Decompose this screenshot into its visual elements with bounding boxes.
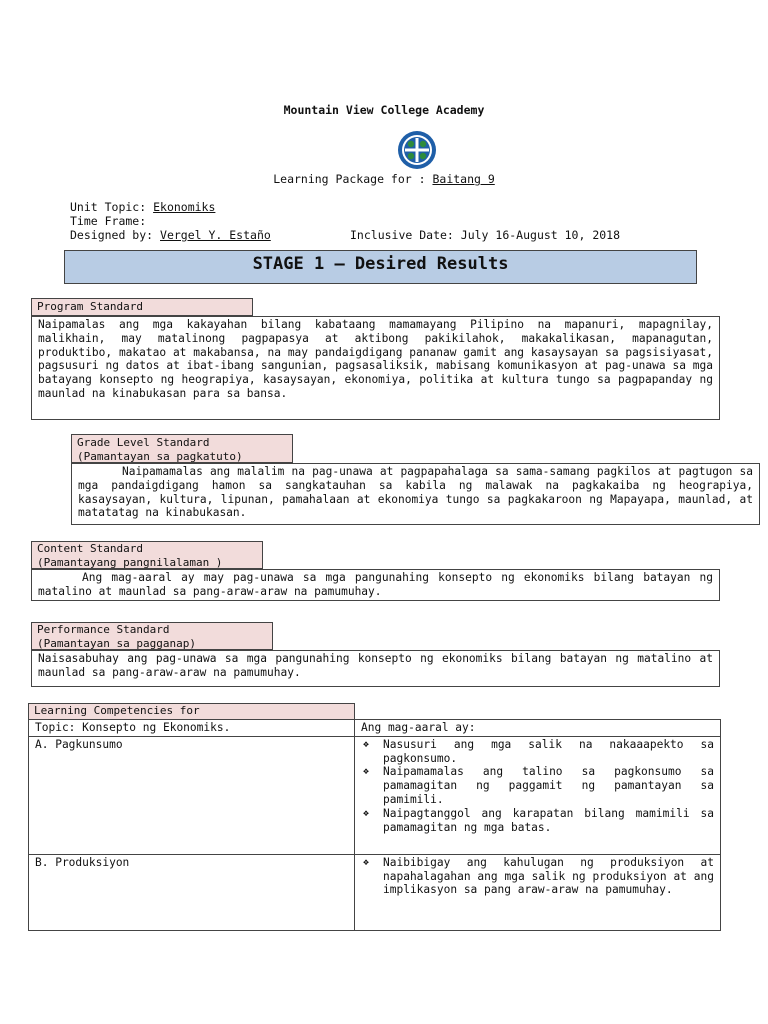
content-standard-label [31, 541, 263, 569]
diamond-bullet-icon: ❖ [363, 738, 370, 750]
program-standard-text: Naipamalas ang mga kakayahan bilang kabataang mamamayang Pilipino na mapanuri, mapagnilay, malikhain, may matalinong pagpapasya at aktibong pakikilahok, makakalikasan, mapanagutan, produktibo, makatao at makabansa, na may pandaigdigang pananaw gamit ang kasaysayan sa pagsisiyasat, pagsusuri ng datos at ibat-ibang sangunian, pagsasaliksik, mabisang komunikasyon at pag-unawa sa mga batayang konsepto ng heograpiya, kasaysayan, ekonomiya, politika at kultura tungo sa pagpapanday ng maunlad na kinabukasan para sa bansa. [31, 316, 720, 420]
unit-topic-line [70, 200, 215, 214]
list-item: ❖ Naibibigay ang kahulugan ng produksiyon at napahalagahan ang mga salik ng produksiyon at ang implikasyon sa pang araw-araw na pamumuhay. [363, 855, 714, 897]
competency-name: A. Pagkunsumo [29, 736, 355, 854]
performance-standard-title: Performance Standard [37, 623, 170, 636]
grade-standard-title: Grade Level Standard [77, 436, 210, 449]
performance-standard-text: Naisasabuhay ang pag-unawa sa mga pangunahing konsepto ng ekonomiks bilang batayan ng matalino at maunlad sa pang-araw-araw na pamumuhay. [31, 650, 720, 687]
unit-topic-value: Ekonomiks [153, 200, 216, 214]
list-item: ❖ Nasusuri ang mga salik na nakaaapekto sa pagkonsumo. [363, 737, 714, 765]
school-seal-logo [396, 130, 438, 170]
competencies-table [28, 719, 721, 931]
table-row [29, 854, 721, 930]
learning-package-line [0, 172, 768, 186]
package-label: Learning Package for : [273, 172, 433, 186]
inclusive-date-value: July 16-August 10, 2018 [460, 228, 621, 242]
competencies-header-row [29, 720, 721, 737]
designed-by-label: Designed by: [70, 228, 161, 242]
program-standard-label: Program Standard [31, 298, 253, 316]
content-standard-subtitle: (Pamantayang pangnilalaman ) [37, 555, 223, 569]
inclusive-date-label: Inclusive Date: [350, 228, 461, 242]
topic-cell: Topic: Konsepto ng Ekonomiks. [29, 720, 355, 737]
grade-standard-text: Naipamamalas ang malalim na pag-unawa at pagpapahalaga sa sama-samang pagkilos at pagtugon sa mga pandaigdigang hamon sa sangkatauhan sa kabila ng malawak na pagkakaiba ng heograpiya, kasaysayan, kultura, lipunan, pamahalaan at ekonomiya tungo sa pagkakaroon ng Mapayapa, maunlad, at matatatag na kinabukasan. [71, 463, 760, 525]
learning-competencies-label: Learning Competencies for [28, 703, 355, 720]
performance-standard-label [31, 622, 273, 650]
inclusive-date-line [350, 228, 620, 242]
competency-items [355, 736, 721, 854]
school-name: Mountain View College Academy [283, 103, 485, 117]
content-standard-text: Ang mag-aaral ay may pag-unawa sa mga pangunahing konsepto ng ekonomiks bilang batayan ng matalino at maunlad sa pang-araw-araw na pamumuhay. [31, 569, 720, 601]
unit-topic-label: Unit Topic: [70, 200, 154, 214]
time-frame-label: Time Frame: [70, 214, 147, 228]
package-grade: Baitang 9 [432, 172, 495, 186]
competency-name: B. Produksiyon [29, 854, 355, 930]
competency-items [355, 854, 721, 930]
performance-standard-subtitle: (Pamantayan sa pagganap) [37, 636, 196, 650]
list-item: ❖ Naipamamalas ang talino sa pagkonsumo sa pamamagitan ng paggamit ng pamantayan sa pamimili. [363, 765, 714, 806]
designed-by-line [70, 228, 271, 242]
grade-standard-label [71, 434, 293, 463]
stage-title: STAGE 1 – Desired Results [64, 250, 697, 284]
grade-standard-subtitle: (Pamantayan sa pagkatuto) [77, 449, 243, 463]
diamond-bullet-icon: ❖ [363, 766, 370, 778]
table-row [29, 736, 721, 854]
designed-by-value: Vergel Y. Estaño [160, 228, 271, 242]
list-item: ❖ Naipagtanggol ang karapatan bilang mamimili sa pamamagitan ng mga batas. [363, 806, 714, 834]
student-cell: Ang mag-aaral ay: [355, 720, 721, 737]
diamond-bullet-icon: ❖ [363, 856, 370, 868]
diamond-bullet-icon: ❖ [363, 807, 370, 819]
content-standard-title: Content Standard [37, 542, 143, 555]
